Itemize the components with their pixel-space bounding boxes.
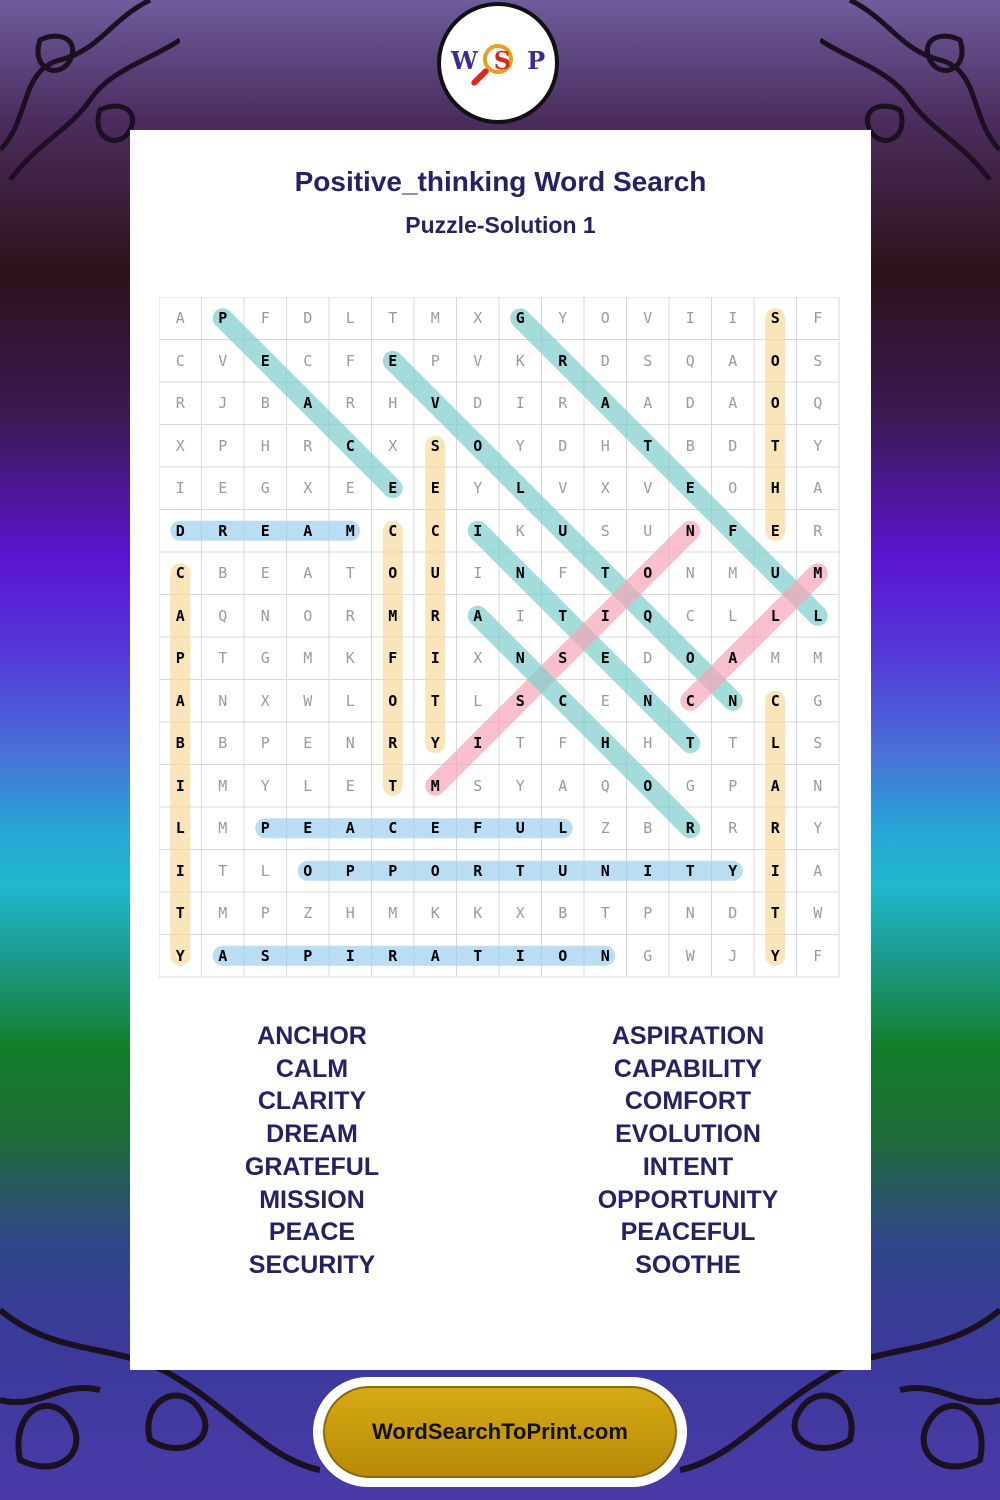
word-list-item: CLARITY <box>257 1087 367 1116</box>
grid-cell[interactable]: L <box>770 734 780 753</box>
grid-cell[interactable]: Y <box>770 946 780 965</box>
grid-cell[interactable]: S <box>430 436 440 455</box>
grid-cell[interactable]: E <box>260 521 270 540</box>
grid-cell[interactable]: F <box>388 649 398 668</box>
grid-cell[interactable]: X <box>515 904 525 923</box>
grid-cell[interactable]: I <box>515 394 525 413</box>
grid-cell[interactable]: R <box>558 351 568 370</box>
grid-cell[interactable]: Y <box>175 946 185 965</box>
grid-cell[interactable]: A <box>303 564 313 583</box>
grid-cell[interactable]: A <box>728 394 738 413</box>
grid-cell[interactable]: M <box>388 606 398 625</box>
grid-cell[interactable]: A <box>770 776 780 795</box>
grid-cell[interactable]: S <box>260 946 270 965</box>
grid-cell[interactable]: I <box>345 946 355 965</box>
grid-cell[interactable]: R <box>813 521 823 540</box>
word-list-item: OPPORTUNITY <box>597 1185 779 1214</box>
grid-cell[interactable]: O <box>558 946 568 965</box>
grid-cell[interactable]: R <box>345 394 355 413</box>
grid-cell[interactable]: D <box>600 351 610 370</box>
grid-cell[interactable]: B <box>218 734 228 753</box>
grid-cell[interactable]: C <box>303 351 313 370</box>
grid-cell[interactable]: V <box>473 351 483 370</box>
grid-cell[interactable]: L <box>728 606 738 625</box>
grid-cell[interactable]: L <box>175 819 185 838</box>
grid-cell[interactable]: M <box>218 819 228 838</box>
word-list-item: GRATEFUL <box>244 1152 380 1181</box>
grid-cell[interactable]: G <box>685 776 695 795</box>
grid-cell[interactable]: M <box>430 309 440 328</box>
grid-cell[interactable]: S <box>813 734 823 753</box>
grid-cell[interactable]: T <box>685 734 695 753</box>
grid-cell[interactable]: A <box>728 649 738 668</box>
grid-cell[interactable]: T <box>558 606 568 625</box>
grid-cell[interactable]: R <box>388 946 398 965</box>
grid-cell[interactable]: L <box>473 691 483 710</box>
word-list-right <box>538 1020 838 1282</box>
logo-letter-w: W <box>450 46 478 75</box>
grid-cell[interactable]: N <box>685 521 695 540</box>
grid-cell[interactable]: V <box>643 479 653 498</box>
grid-cell[interactable]: Q <box>813 394 823 413</box>
grid-cell[interactable]: I <box>473 734 483 753</box>
grid-cell[interactable]: O <box>473 436 483 455</box>
grid-cell[interactable]: T <box>643 436 653 455</box>
grid-cell[interactable]: B <box>218 564 228 583</box>
grid-cell[interactable]: C <box>770 691 780 710</box>
grid-cell[interactable]: F <box>558 564 568 583</box>
grid-cell[interactable]: K <box>430 904 440 923</box>
grid-cell[interactable]: G <box>813 691 823 710</box>
puzzle-card <box>130 130 871 1370</box>
grid-cell[interactable]: K <box>515 521 525 540</box>
grid-cell[interactable]: R <box>685 819 695 838</box>
grid-cell[interactable]: N <box>260 606 270 625</box>
grid-cell[interactable]: I <box>175 776 185 795</box>
word-list-item: COMFORT <box>624 1087 752 1116</box>
grid-cell[interactable]: I <box>515 946 525 965</box>
grid-cell[interactable]: O <box>388 564 398 583</box>
grid-cell[interactable]: W <box>813 904 823 923</box>
grid-cell[interactable]: L <box>770 606 780 625</box>
grid-cell[interactable]: E <box>600 649 610 668</box>
grid-cell[interactable]: R <box>388 734 398 753</box>
grid-cell[interactable]: P <box>218 309 228 328</box>
grid-cell[interactable]: K <box>515 351 525 370</box>
grid-cell[interactable]: N <box>345 734 355 753</box>
grid-cell[interactable]: U <box>430 564 440 583</box>
grid-cell[interactable]: R <box>430 606 440 625</box>
grid-cell[interactable]: M <box>218 904 228 923</box>
grid-cell[interactable]: I <box>175 479 185 498</box>
grid-cell[interactable]: L <box>260 861 270 880</box>
grid-cell[interactable]: X <box>388 436 398 455</box>
grid-cell[interactable]: Y <box>515 776 525 795</box>
word-search-grid <box>159 297 840 978</box>
grid-cell[interactable]: U <box>558 521 568 540</box>
grid-cell[interactable]: E <box>685 479 695 498</box>
word-list-item: SECURITY <box>248 1250 376 1279</box>
grid-cell[interactable]: A <box>430 946 440 965</box>
grid-cell[interactable]: E <box>218 479 228 498</box>
grid-cell[interactable]: T <box>473 946 483 965</box>
grid-cell[interactable]: A <box>728 351 738 370</box>
grid-cell[interactable]: N <box>515 564 525 583</box>
grid-cell[interactable]: T <box>685 861 695 880</box>
grid-cell[interactable]: L <box>515 479 525 498</box>
grid-cell[interactable]: O <box>303 861 313 880</box>
grid-cell[interactable]: L <box>303 776 313 795</box>
grid-cell[interactable]: T <box>770 436 780 455</box>
grid-cell[interactable]: M <box>218 776 228 795</box>
grid-cell[interactable]: O <box>388 691 398 710</box>
grid-cell[interactable]: D <box>643 649 653 668</box>
footer-badge <box>313 1377 687 1487</box>
grid-cell[interactable]: B <box>260 394 270 413</box>
grid-cell[interactable]: I <box>643 861 653 880</box>
grid-cell[interactable]: Y <box>473 479 483 498</box>
grid-cell[interactable]: A <box>175 691 185 710</box>
grid-cell[interactable]: A <box>303 521 313 540</box>
grid-cell[interactable]: E <box>430 479 440 498</box>
grid-cell[interactable]: L <box>813 606 823 625</box>
grid-cell[interactable]: E <box>260 351 270 370</box>
grid-cell[interactable]: Y <box>515 436 525 455</box>
word-list-item: DREAM <box>266 1120 358 1149</box>
grid-cell[interactable]: M <box>430 776 440 795</box>
footer-site-name: WordSearchToPrint.com <box>372 1419 628 1444</box>
word-list-item: CAPABILITY <box>613 1054 763 1083</box>
grid-cell[interactable]: O <box>770 394 780 413</box>
grid-cell[interactable]: A <box>175 606 185 625</box>
grid-cell[interactable]: A <box>643 394 653 413</box>
grid-cell[interactable]: G <box>260 479 270 498</box>
grid-cell[interactable]: O <box>770 351 780 370</box>
grid-cell[interactable]: R <box>558 394 568 413</box>
grid-cell[interactable]: M <box>728 564 738 583</box>
grid-cell[interactable]: G <box>515 309 525 328</box>
grid-cell[interactable]: M <box>303 649 313 668</box>
grid-cell[interactable]: E <box>345 776 355 795</box>
grid-cell[interactable]: F <box>728 521 738 540</box>
grid-cell[interactable]: O <box>430 861 440 880</box>
grid-cell[interactable]: I <box>770 861 780 880</box>
grid-cell[interactable]: V <box>643 309 653 328</box>
wsp-logo <box>437 2 559 124</box>
grid-cell[interactable]: I <box>685 309 695 328</box>
grid-cell[interactable]: F <box>473 819 483 838</box>
grid-cell[interactable]: W <box>685 946 695 965</box>
grid-cell[interactable]: O <box>685 649 695 668</box>
grid-cell[interactable]: H <box>260 436 270 455</box>
word-list-item: EVOLUTION <box>615 1120 761 1149</box>
grid-cell[interactable]: A <box>345 819 355 838</box>
grid-cell[interactable]: A <box>813 861 823 880</box>
grid-cell[interactable]: P <box>218 436 228 455</box>
word-list-left <box>162 1020 462 1282</box>
grid-cell[interactable]: A <box>473 606 483 625</box>
grid-cell[interactable]: V <box>218 351 228 370</box>
grid-cell[interactable]: N <box>685 904 695 923</box>
grid-cell[interactable]: U <box>643 521 653 540</box>
grid-cell[interactable]: A <box>175 309 185 328</box>
grid-cell[interactable]: T <box>175 904 185 923</box>
grid-cell[interactable]: C <box>175 564 185 583</box>
grid-cell[interactable]: H <box>388 394 398 413</box>
grid-cell[interactable]: C <box>685 691 695 710</box>
grid-cell[interactable]: S <box>643 351 653 370</box>
grid-cell[interactable]: C <box>388 819 398 838</box>
grid-cell[interactable]: U <box>558 861 568 880</box>
grid-cell[interactable]: Q <box>685 351 695 370</box>
grid-cell[interactable]: Y <box>260 776 270 795</box>
grid-cell[interactable]: I <box>515 606 525 625</box>
word-list-item: CALM <box>275 1054 349 1083</box>
grid-cell[interactable]: V <box>430 394 440 413</box>
grid-cell[interactable]: R <box>218 521 228 540</box>
grid-cell[interactable]: B <box>643 819 653 838</box>
grid-cell[interactable]: H <box>770 479 780 498</box>
grid-cell[interactable]: N <box>685 564 695 583</box>
grid-cell[interactable]: P <box>728 776 738 795</box>
grid-cell[interactable]: O <box>600 309 610 328</box>
grid-cell[interactable]: Q <box>600 776 610 795</box>
grid-cell[interactable]: M <box>345 521 355 540</box>
grid-cell[interactable]: X <box>260 691 270 710</box>
grid-cell[interactable]: E <box>260 564 270 583</box>
grid-cell[interactable]: A <box>303 394 313 413</box>
grid-cell[interactable]: H <box>600 436 610 455</box>
grid-cell[interactable]: N <box>600 861 610 880</box>
grid-cell[interactable]: T <box>515 734 525 753</box>
grid-cell[interactable]: F <box>813 309 823 328</box>
grid-cell[interactable]: P <box>388 861 398 880</box>
grid-cell[interactable]: T <box>430 691 440 710</box>
grid-cell[interactable]: C <box>388 521 398 540</box>
grid-cell[interactable]: T <box>388 776 398 795</box>
grid-cell[interactable]: C <box>558 691 568 710</box>
grid-cell[interactable]: D <box>728 904 738 923</box>
grid-cell[interactable]: X <box>175 436 185 455</box>
grid-cell[interactable]: T <box>600 904 610 923</box>
grid-cell[interactable]: L <box>345 691 355 710</box>
grid-cell[interactable]: O <box>728 479 738 498</box>
grid-cell[interactable]: T <box>515 861 525 880</box>
grid-cell[interactable]: O <box>643 776 653 795</box>
grid-cell[interactable]: B <box>685 436 695 455</box>
grid-cell[interactable]: N <box>218 691 228 710</box>
grid-cell[interactable]: S <box>515 691 525 710</box>
grid-cell[interactable]: U <box>515 819 525 838</box>
grid-cell[interactable]: Q <box>218 606 228 625</box>
grid-cell[interactable]: I <box>175 861 185 880</box>
grid-cell[interactable]: N <box>600 946 610 965</box>
grid-cell[interactable]: M <box>813 649 823 668</box>
grid-cell[interactable]: L <box>558 819 568 838</box>
grid-cell[interactable]: N <box>643 691 653 710</box>
grid-cell[interactable]: A <box>218 946 228 965</box>
grid-cell[interactable]: X <box>473 309 483 328</box>
grid-cell[interactable]: X <box>303 479 313 498</box>
grid-cell[interactable]: A <box>813 479 823 498</box>
word-list-item: SOOTHE <box>635 1250 741 1279</box>
grid-cell[interactable]: Y <box>558 309 568 328</box>
grid-cell[interactable]: P <box>643 904 653 923</box>
grid-cell[interactable]: N <box>515 649 525 668</box>
grid-cell[interactable]: E <box>430 819 440 838</box>
grid-cell[interactable]: X <box>600 479 610 498</box>
grid-cell[interactable]: S <box>813 351 823 370</box>
grid-cell[interactable]: Z <box>303 904 313 923</box>
grid-cell[interactable]: D <box>685 394 695 413</box>
grid-cell[interactable]: M <box>813 564 823 583</box>
grid-cell[interactable]: P <box>303 946 313 965</box>
grid-cell[interactable]: C <box>345 436 355 455</box>
grid-cell[interactable]: I <box>430 649 440 668</box>
grid-cell[interactable]: B <box>558 904 568 923</box>
grid-cell[interactable]: P <box>260 904 270 923</box>
grid-cell[interactable]: R <box>175 394 185 413</box>
grid-cell[interactable]: Y <box>813 436 823 455</box>
grid-cell[interactable]: C <box>685 606 695 625</box>
grid-cell[interactable]: T <box>728 734 738 753</box>
grid-cell[interactable]: V <box>558 479 568 498</box>
word-list-item: ANCHOR <box>257 1022 367 1050</box>
grid-cell[interactable]: T <box>345 564 355 583</box>
grid-cell[interactable]: P <box>260 819 270 838</box>
grid-cell[interactable]: S <box>770 309 780 328</box>
grid-cell[interactable]: E <box>303 734 313 753</box>
grid-cell[interactable]: E <box>770 521 780 540</box>
grid-cell[interactable]: H <box>643 734 653 753</box>
grid-cell[interactable]: P <box>260 734 270 753</box>
grid-cell[interactable]: E <box>303 819 313 838</box>
grid-cell[interactable]: I <box>473 564 483 583</box>
grid-cell[interactable]: A <box>558 776 568 795</box>
grid-cell[interactable]: S <box>600 521 610 540</box>
grid-cell[interactable]: D <box>473 394 483 413</box>
grid-cell[interactable]: I <box>728 309 738 328</box>
grid-cell[interactable]: C <box>175 351 185 370</box>
grid-cell[interactable]: S <box>473 776 483 795</box>
word-list-item: MISSION <box>259 1185 365 1214</box>
grid-cell[interactable]: M <box>770 649 780 668</box>
word-list-item: INTENT <box>642 1152 734 1181</box>
word-list-item: PEACE <box>268 1218 356 1247</box>
grid-cell[interactable]: L <box>345 309 355 328</box>
logo-letter-p: P <box>527 46 546 75</box>
word-list-item: ASPIRATION <box>611 1022 765 1050</box>
grid-cell[interactable]: E <box>600 691 610 710</box>
grid-cell[interactable]: F <box>813 946 823 965</box>
grid-cell[interactable]: U <box>770 564 780 583</box>
grid-cell[interactable]: H <box>600 734 610 753</box>
grid-cell[interactable]: P <box>175 649 185 668</box>
grid-cell[interactable]: F <box>558 734 568 753</box>
grid-cell[interactable]: E <box>345 479 355 498</box>
grid-cell[interactable]: P <box>430 351 440 370</box>
grid-cell[interactable]: P <box>345 861 355 880</box>
grid-cell[interactable]: T <box>600 564 610 583</box>
grid-cell[interactable]: T <box>218 861 228 880</box>
grid-cell[interactable]: R <box>345 606 355 625</box>
grid-cell[interactable]: T <box>770 904 780 923</box>
grid-cell[interactable]: M <box>388 904 398 923</box>
grid-cell[interactable]: D <box>175 521 185 540</box>
puzzle-title: Positive_thinking Word Search <box>294 166 707 197</box>
grid-cell[interactable]: I <box>473 521 483 540</box>
grid-cell[interactable]: D <box>558 436 568 455</box>
grid-cell[interactable]: R <box>728 819 738 838</box>
letter-grid <box>159 297 839 977</box>
word-list-item: PEACEFUL <box>620 1218 756 1247</box>
grid-cell[interactable]: F <box>260 309 270 328</box>
grid-cell[interactable]: S <box>558 649 568 668</box>
grid-cell[interactable]: Y <box>813 819 823 838</box>
logo-letters <box>441 46 555 75</box>
grid-cell[interactable]: D <box>303 309 313 328</box>
grid-cell[interactable]: I <box>600 606 610 625</box>
grid-cell[interactable]: E <box>388 351 398 370</box>
grid-cell[interactable]: Y <box>728 861 738 880</box>
grid-cell[interactable]: C <box>430 521 440 540</box>
grid-cell[interactable]: F <box>345 351 355 370</box>
grid-cell[interactable]: H <box>345 904 355 923</box>
logo-letter-s: S <box>493 46 512 75</box>
grid-cell[interactable]: N <box>728 691 738 710</box>
grid-cell[interactable]: R <box>303 436 313 455</box>
footer-link-button[interactable] <box>323 1386 677 1478</box>
grid-cell[interactable]: R <box>770 819 780 838</box>
grid-cell[interactable]: O <box>303 606 313 625</box>
grid-cell[interactable]: G <box>260 649 270 668</box>
grid-cell[interactable]: D <box>728 436 738 455</box>
grid-cell[interactable]: J <box>218 394 228 413</box>
grid-cell[interactable]: K <box>473 904 483 923</box>
grid-cell[interactable]: J <box>728 946 738 965</box>
grid-cell[interactable]: W <box>303 691 313 710</box>
grid-cell[interactable]: O <box>643 564 653 583</box>
grid-cell[interactable]: Y <box>430 734 440 753</box>
grid-cell[interactable]: X <box>473 649 483 668</box>
grid-cell[interactable]: K <box>345 649 355 668</box>
grid-cell[interactable]: B <box>175 734 185 753</box>
grid-cell[interactable]: R <box>473 861 483 880</box>
grid-cell[interactable]: T <box>388 309 398 328</box>
grid-cell[interactable]: T <box>218 649 228 668</box>
grid-cell[interactable]: G <box>643 946 653 965</box>
grid-cell[interactable]: Q <box>643 606 653 625</box>
grid-cell[interactable]: A <box>600 394 610 413</box>
puzzle-subtitle: Puzzle-Solution 1 <box>405 212 596 238</box>
grid-cell[interactable]: N <box>813 776 823 795</box>
grid-cell[interactable]: E <box>388 479 398 498</box>
grid-cell[interactable]: Z <box>600 819 610 838</box>
